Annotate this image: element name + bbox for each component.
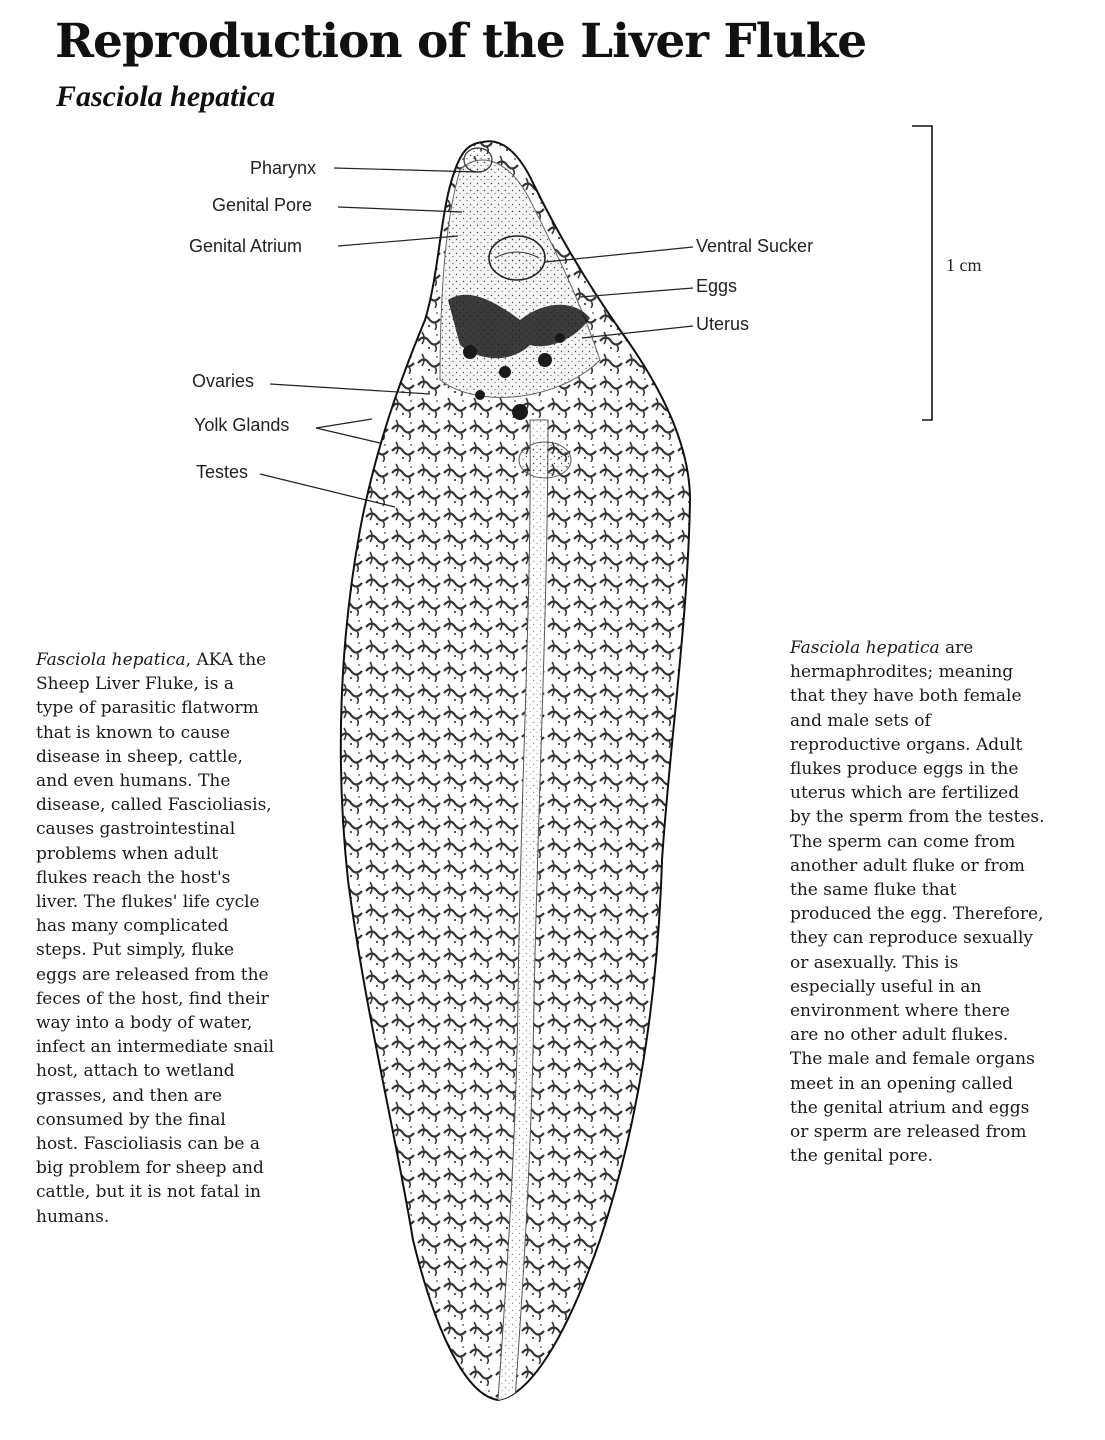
left-paragraph-line: and even humans. The [36,771,231,792]
right-paragraph-species: Fasciola hepatica [790,638,940,658]
left-paragraph [36,648,274,1229]
left-paragraph-line: type of parasitic flatworm [36,698,259,719]
right-paragraph-line: The male and female organs [790,1049,1035,1070]
left-paragraph-first-line [36,648,274,672]
label-genital-pore: Genital Pore [212,195,313,215]
right-paragraph-line: The sperm can come from [790,831,1016,852]
left-paragraph-line: steps. Put simply, fluke [36,940,235,961]
left-paragraph-species: Fasciola hepatica [36,650,186,670]
right-paragraph-line: hermaphrodites; meaning [790,662,1014,683]
label-eggs: Eggs [696,276,738,296]
right-paragraph-line: the genital pore. [790,1146,934,1167]
left-paragraph-line: liver. The flukes' life cycle [36,892,260,913]
left-paragraph-line: disease, called Fascioliasis, [36,795,272,816]
left-paragraph-line: consumed by the final [36,1109,226,1130]
right-paragraph-line: that they have both female [790,686,1022,707]
right-paragraph-line: another adult fluke or from [790,855,1025,876]
right-paragraph-line: meet in an opening called [790,1073,1014,1094]
label-ovaries: Ovaries [192,371,255,391]
right-paragraph-first-line [790,636,1045,660]
right-paragraph-line: the same fluke that [790,880,957,901]
label-pharynx: Pharynx [250,158,317,178]
label-testes: Testes [196,462,249,482]
left-paragraph-line: infect an intermediate snail [36,1037,274,1058]
left-paragraph-line: way into a body of water, [36,1013,253,1034]
scale-bar-label: 1 cm [946,255,982,275]
right-paragraph-line: uterus which are fertilized [790,783,1020,804]
right-paragraph-line: or sperm are released from [790,1122,1027,1143]
right-paragraph-line: are no other adult flukes. [790,1025,1009,1046]
right-paragraph-line: and male sets of [790,710,931,731]
left-paragraph-line: feces of the host, find their [36,988,269,1009]
left-paragraph-line: cattle, but it is not fatal in [36,1182,261,1203]
label-uterus: Uterus [696,314,750,334]
pharynx-organ [464,148,492,172]
left-paragraph-line: problems when adult [36,843,219,864]
left-paragraph-line: humans. [36,1206,110,1227]
right-paragraph-line: especially useful in an [790,976,982,997]
right-paragraph-line: or asexually. This is [790,952,959,973]
right-paragraph-line: they can reproduce sexually [790,928,1034,949]
right-paragraph-line: the genital atrium and eggs [790,1097,1030,1118]
left-paragraph-line: that is known to cause [36,722,230,743]
right-paragraph-line: by the sperm from the testes. [790,807,1045,828]
testes-organ [519,442,571,478]
left-paragraph-line: has many complicated [36,916,229,937]
left-paragraph-line: host, attach to wetland [36,1061,235,1082]
left-paragraph-line: Sheep Liver Fluke, is a [36,674,234,695]
left-paragraph-line: grasses, and then are [36,1085,223,1106]
page-title: Reproduction of the Liver Fluke [55,14,867,69]
page-subtitle: Fasciola hepatica [56,80,276,113]
right-paragraph [790,636,1045,1168]
left-paragraph-line: disease in sheep, cattle, [36,746,243,767]
label-genital-atrium: Genital Atrium [189,236,303,256]
right-paragraph-first-rest: are [939,638,974,658]
ventral-sucker-organ [489,236,545,280]
label-yolk-glands: Yolk Glands [194,415,290,435]
label-ventral-sucker: Ventral Sucker [696,236,814,256]
left-paragraph-line: causes gastrointestinal [36,819,236,840]
left-paragraph-line: host. Fascioliasis can be a [36,1134,261,1155]
left-paragraph-line: big problem for sheep and [36,1158,264,1179]
right-paragraph-line: produced the egg. Therefore, [790,904,1044,925]
right-paragraph-line: flukes produce eggs in the [790,759,1019,780]
fluke-body [341,141,690,1400]
scale-bar [912,126,982,420]
left-paragraph-first-rest: , AKA the [185,650,267,670]
left-paragraph-line: flukes reach the host's [36,867,231,888]
right-paragraph-line: reproductive organs. Adult [790,734,1023,755]
right-paragraph-line: environment where there [790,1001,1010,1022]
left-paragraph-line: eggs are released from the [36,964,269,985]
